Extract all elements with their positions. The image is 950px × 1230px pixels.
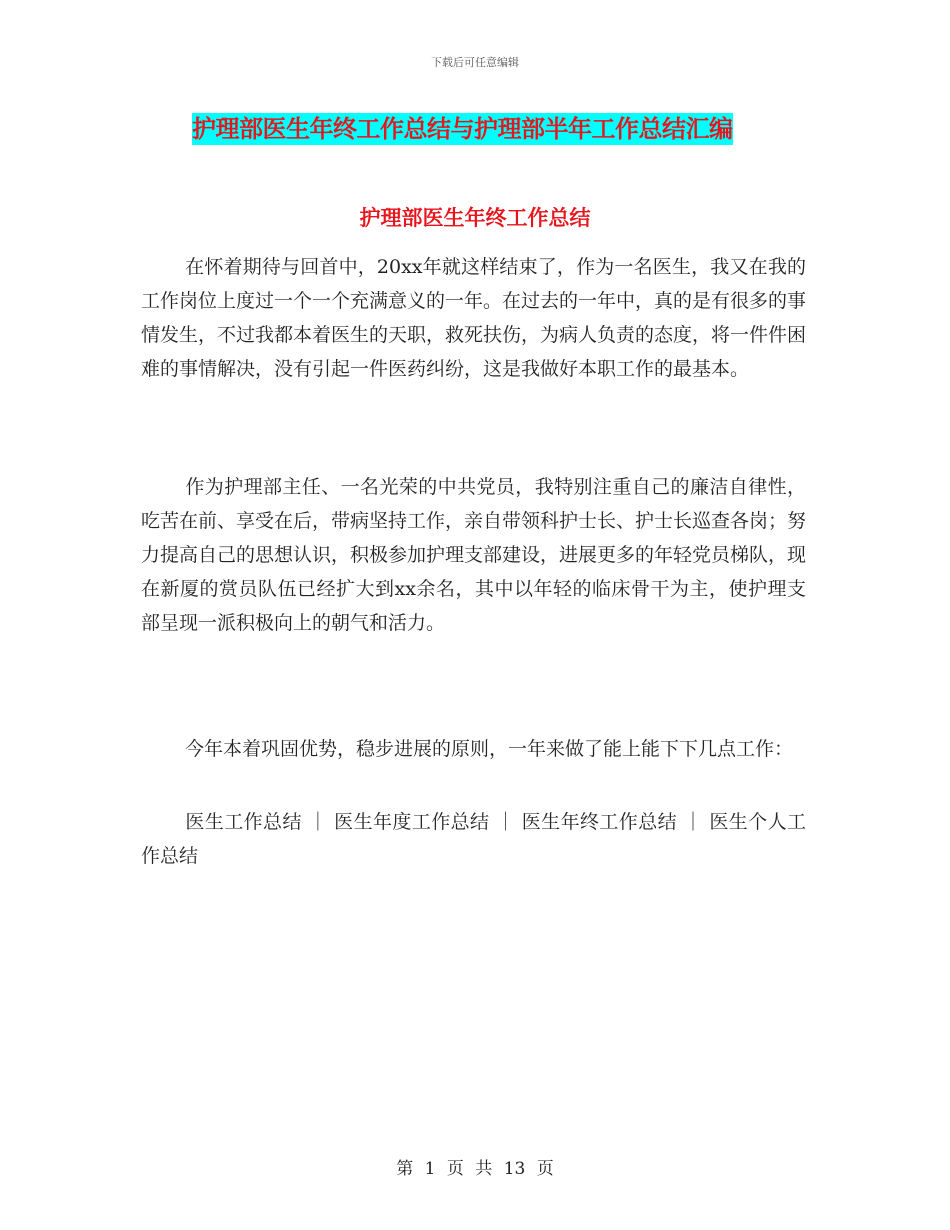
paragraph-2-text: 作为护理部主任、一名光荣的中共党员，我特别注重自己的廉洁自律性，吃苦在前、享受在后，带病坚持工作，亲自带领科护士长、护士长巡查各岗；努力提高自己的思想认识，积极参加护理支部建设，进展更多的年轻党员梯队，现在新厦的赏员队伍已经扩大到xx余名，其中以年轻的临床骨干为主，使护理支部呈现一派积极向上的朝气和活力。 [141,476,807,634]
related-links-text: 医生工作总结 ｜ 医生年度工作总结 ｜ 医生年终工作总结 ｜ 医生个人工作总结 [141,811,806,867]
section-title: 护理部医生年终工作总结 [359,206,591,230]
paragraph-3-text: 今年本着巩固优势，稳步进展的原则，一年来做了能上能下下几点工作： [185,738,794,760]
page-indicator: 第 1 页 共 13 页 [396,1159,554,1179]
paragraph-2 [141,470,806,640]
related-links-line [141,805,806,873]
paragraph-1-text: 在怀着期待与回首中，20xx年就这样结束了，作为一名医生，我又在我的工作岗位上度过一个一个充满意义的一年。在过去的一年中，真的是有很多的事情发生，不过我都本着医生的天职，救死扶伤，为病人负责的态度，将一件件困难的事情解决，没有引起一件医药纠纷，这是我做好本职工作的最基本。 [141,256,807,380]
paragraph-3 [141,732,806,766]
header-note: 下载后可任意编辑 [431,56,519,69]
paragraph-1 [141,250,806,386]
main-title: 护理部医生年终工作总结与护理部半年工作总结汇编 [192,115,733,143]
main-title-container [192,113,802,145]
